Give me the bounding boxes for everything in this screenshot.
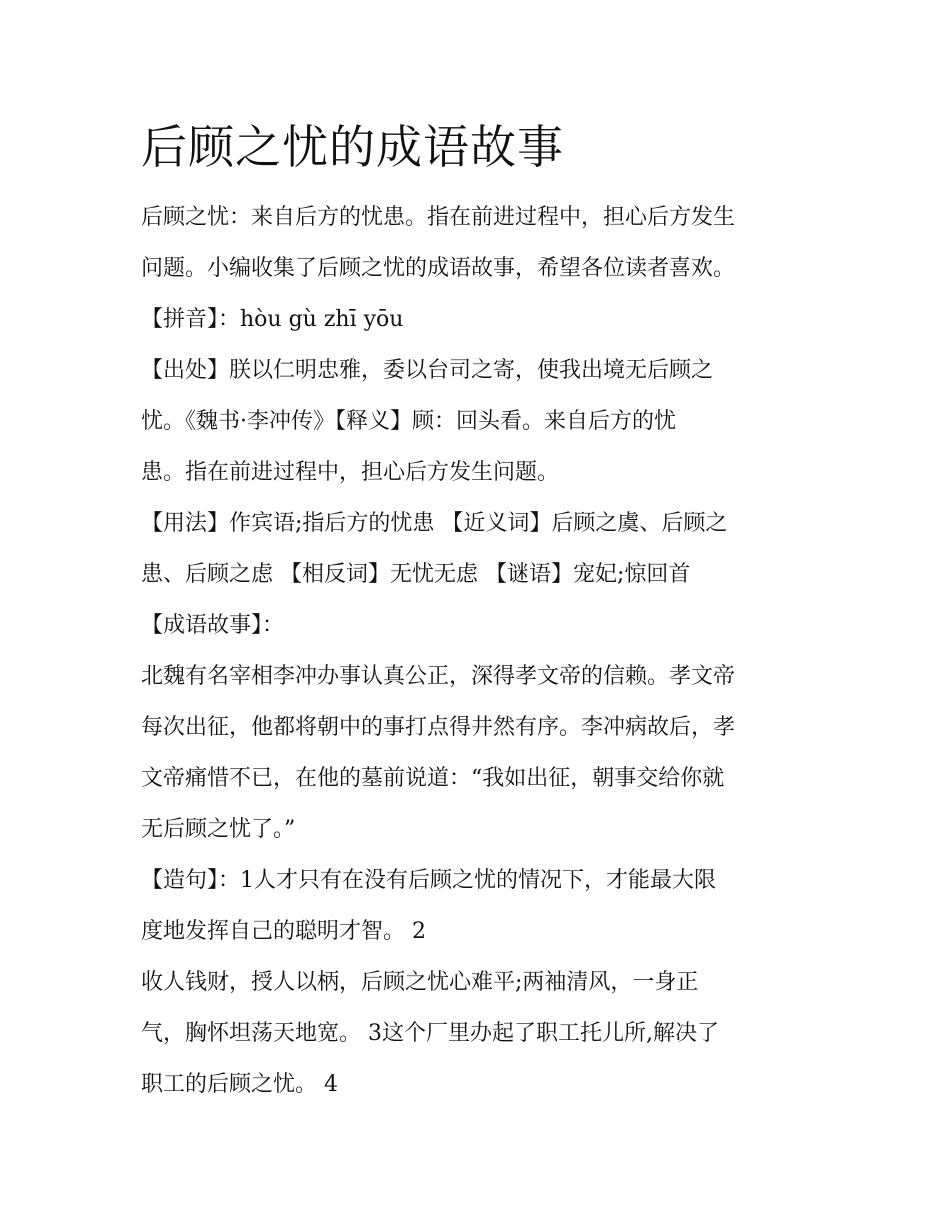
text-line: 患。指在前进过程中，担心后方发生问题。: [141, 460, 560, 485]
paragraph-intro: [141, 192, 821, 294]
text-line: 每次出征，他都将朝中的事打点得井然有序。李冲病故后，孝: [141, 715, 736, 740]
text-line: 【造句】：1人才只有在没有后顾之忧的情况下，才能最大限: [141, 868, 716, 893]
text-line: 【出处】朕以仁明忠雅，委以台司之寄，使我出境无后顾之: [141, 358, 714, 383]
page-title: 后顾之忧的成语故事: [141, 120, 564, 174]
paragraph-story: [141, 651, 821, 855]
text-line: 无后顾之忧了。”: [141, 817, 296, 842]
text-line: 度地发挥自己的聪明才智。 2: [141, 919, 426, 944]
text-line: 【拼音】：hòu gù zhī yōu: [141, 307, 404, 332]
text-line: 文帝痛惜不已，在他的墓前说道：“我如出征，朝事交给你就: [141, 766, 725, 791]
text-line: 职工的后顾之忧。 4: [141, 1072, 338, 1097]
text-line: 收人钱财，授人以柄，后顾之忧心难平;两袖清风，一身正: [141, 970, 699, 995]
paragraph-pinyin: [141, 294, 821, 345]
paragraph-usage: [141, 498, 821, 600]
text-line: 【用法】作宾语;指后方的忧患 【近义词】后顾之虞、后顾之: [141, 511, 728, 536]
text-line: 问题。小编收集了后顾之忧的成语故事，希望各位读者喜欢。: [141, 256, 736, 281]
text-line: 患、后顾之虑 【相反词】无忧无虑 【谜语】宠妃;惊回首: [141, 562, 691, 587]
text-line: 忧。《魏书·李冲传》【释义】顾：回头看。来自后方的忧: [141, 409, 676, 434]
paragraph-story-heading: [141, 600, 821, 651]
paragraph-source: [141, 345, 821, 498]
text-line: 北魏有名宰相李冲办事认真公正，深得孝文帝的信赖。孝文帝: [141, 664, 736, 689]
text-line: 气，胸怀坦荡天地宽。 3这个厂里办起了职工托儿所,解决了: [141, 1021, 719, 1046]
paragraph-examples-continued: [141, 957, 821, 1110]
document-page: [141, 112, 821, 1110]
text-line: 【成语故事】：: [141, 613, 285, 638]
text-line: 后顾之忧：来自后方的忧患。指在前进过程中，担心后方发生: [141, 205, 736, 230]
paragraph-examples: [141, 855, 821, 957]
